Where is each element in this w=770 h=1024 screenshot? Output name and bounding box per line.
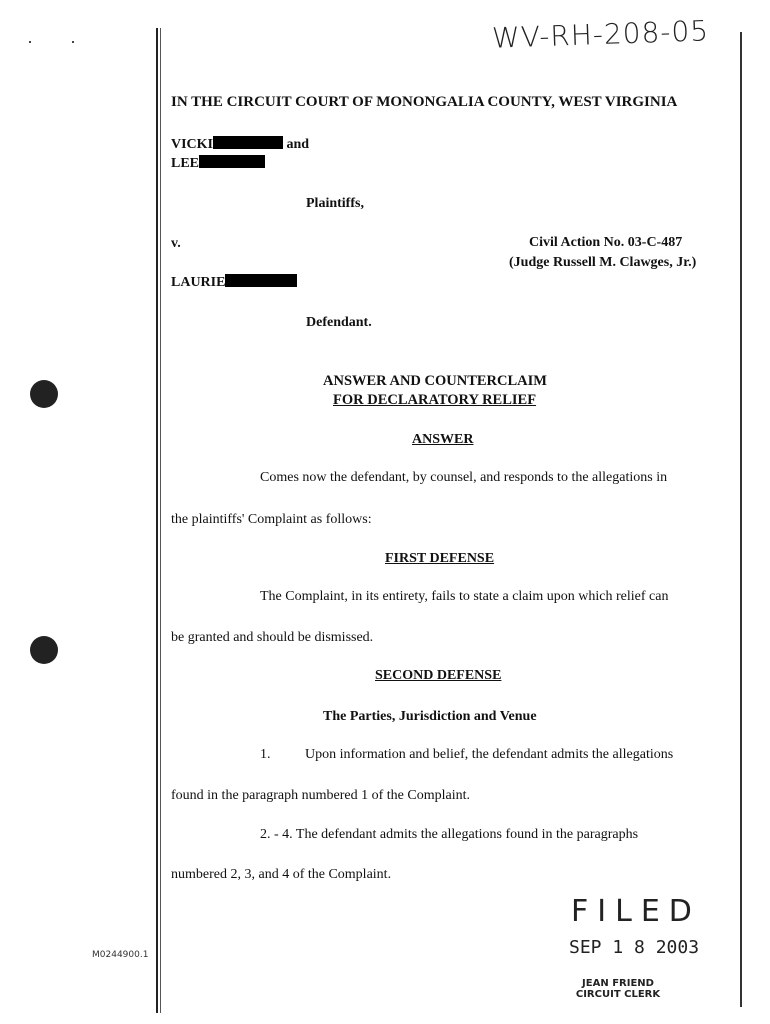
clerk-line2: CIRCUIT CLERK <box>575 989 661 1000</box>
judge-name: (Judge Russell M. Clawges, Jr.) <box>509 255 697 270</box>
answer-heading: ANSWER <box>412 432 474 447</box>
scan-speck <box>29 41 31 43</box>
scan-speck <box>72 41 74 43</box>
document-title-line2: FOR DECLARATORY RELIEF <box>333 392 537 408</box>
punch-hole-bottom <box>30 636 58 664</box>
paragraph-1-line1: Upon information and belief, the defendant admits the allegations <box>305 747 674 762</box>
defendant-name-text: LAURIE <box>171 275 226 290</box>
clerk-name <box>573 978 663 1000</box>
document-title-line1: ANSWER AND COUNTERCLAIM <box>323 373 547 389</box>
redaction-block <box>199 155 265 168</box>
first-defense-heading: FIRST DEFENSE <box>385 551 495 566</box>
punch-hole-top <box>30 380 58 408</box>
answer-text-line2: the plaintiffs' Complaint as follows: <box>171 512 372 527</box>
document-id: M0244900.1 <box>92 950 149 960</box>
civil-action-number: Civil Action No. 03-C-487 <box>529 235 683 250</box>
second-defense-heading: SECOND DEFENSE <box>375 668 502 683</box>
subheading-parties: The Parties, Jurisdiction and Venue <box>323 709 537 724</box>
plaintiff-1 <box>171 136 309 153</box>
filed-stamp: FILED <box>571 894 701 929</box>
filed-date: SEP 1 8 2003 <box>569 937 700 958</box>
left-margin-rule-inner <box>160 28 161 1013</box>
answer-text-line1: Comes now the defendant, by counsel, and responds to the allegations in <box>260 470 668 485</box>
paragraph-1-line2: found in the paragraph numbered 1 of the Complaint. <box>171 788 470 803</box>
defendant-name <box>171 274 297 291</box>
paragraph-2-line2: numbered 2, 3, and 4 of the Complaint. <box>171 867 392 882</box>
versus: v. <box>171 236 181 251</box>
plaintiffs-label: Plaintiffs, <box>306 196 364 211</box>
and-word: and <box>286 137 310 152</box>
redaction-block <box>225 274 297 287</box>
right-margin-rule <box>740 32 742 1007</box>
paragraph-2-line1: 2. - 4. The defendant admits the allegations found in the paragraphs <box>260 827 639 842</box>
plaintiff-1-name: VICKI <box>171 137 214 152</box>
first-defense-line2: be granted and should be dismissed. <box>171 630 374 645</box>
defendant-label: Defendant. <box>306 315 372 330</box>
handwritten-reference: WV-RH-208-05 <box>491 14 710 55</box>
paragraph-1-number: 1. <box>260 747 271 762</box>
clerk-line1: JEAN FRIEND <box>582 978 654 989</box>
plaintiff-2-name: LEE <box>171 156 200 171</box>
left-margin-rule <box>156 28 158 1013</box>
first-defense-line1: The Complaint, in its entirety, fails to state a claim upon which relief can <box>260 589 669 604</box>
redaction-block <box>213 136 283 149</box>
court-header: IN THE CIRCUIT COURT OF MONONGALIA COUNTY, WEST VIRGINIA <box>171 94 678 110</box>
plaintiff-2 <box>171 155 265 172</box>
